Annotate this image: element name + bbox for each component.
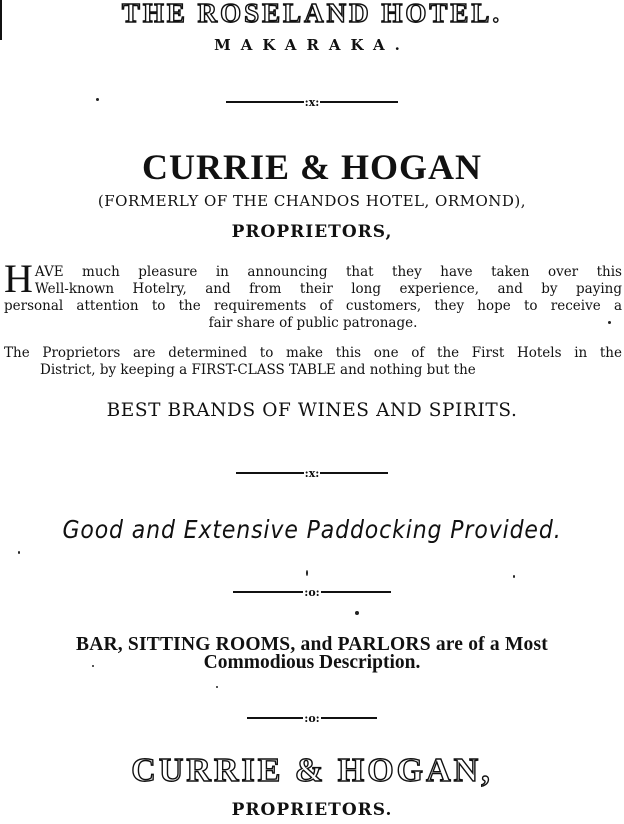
divider-2 bbox=[0, 466, 624, 480]
print-speck bbox=[216, 686, 218, 688]
determination-paragraph bbox=[4, 345, 622, 379]
print-speck bbox=[18, 551, 20, 554]
print-speck bbox=[96, 98, 99, 101]
announcement-line: personal attention to the requirements of customers, they hope to receive a bbox=[4, 298, 622, 314]
rooms-line: BAR, SITTING ROOMS, and PARLORS are of a Most bbox=[76, 634, 548, 655]
print-speck bbox=[513, 575, 515, 578]
announcement-paragraph bbox=[4, 256, 622, 332]
proprietor-names: CURRIE & HOGAN bbox=[141, 147, 482, 187]
town-name: MAKARAKA. bbox=[214, 36, 410, 54]
print-speck bbox=[92, 665, 94, 667]
announcement-line: fair share of public patronage. bbox=[208, 315, 418, 331]
hotel-name-heading: THE ROSELAND HOTEL. bbox=[121, 0, 503, 28]
determination-line: The Proprietors are determined to make this one of the First Hotels in the bbox=[4, 345, 622, 361]
divider-mark: :x: bbox=[304, 95, 320, 109]
divider-mark: :o: bbox=[304, 585, 320, 599]
footer-proprietor-names: CURRIE & HOGAN, bbox=[131, 752, 493, 789]
divider-mark: :o: bbox=[304, 711, 320, 725]
divider-mark: :x: bbox=[304, 466, 320, 480]
divider-4 bbox=[0, 711, 624, 725]
print-speck bbox=[306, 570, 308, 576]
paddocking-line: Good and Extensive Paddocking Provided. bbox=[62, 515, 562, 544]
determination-line: District, by keeping a FIRST-CLASS TABLE and nothing but the bbox=[40, 362, 476, 378]
print-speck bbox=[355, 611, 359, 615]
print-speck bbox=[608, 321, 611, 324]
proprietors-label: PROPRIETORS, bbox=[231, 222, 393, 242]
drop-cap: H bbox=[4, 256, 33, 301]
best-brands-line: BEST BRANDS OF WINES AND SPIRITS. bbox=[106, 400, 518, 421]
footer-proprietors-label: PROPRIETORS. bbox=[231, 800, 393, 820]
formerly-note: (FORMERLY OF THE CHANDOS HOTEL, ORMOND), bbox=[97, 192, 527, 210]
announcement-line: Well-known Hotelry, and from their long experience, and by paying bbox=[34, 281, 622, 297]
divider-1 bbox=[0, 95, 624, 109]
rooms-line: Commodious Description. bbox=[203, 652, 421, 673]
divider-3 bbox=[0, 585, 624, 599]
announcement-line: AVE much pleasure in announcing that they have taken over this bbox=[34, 264, 622, 280]
